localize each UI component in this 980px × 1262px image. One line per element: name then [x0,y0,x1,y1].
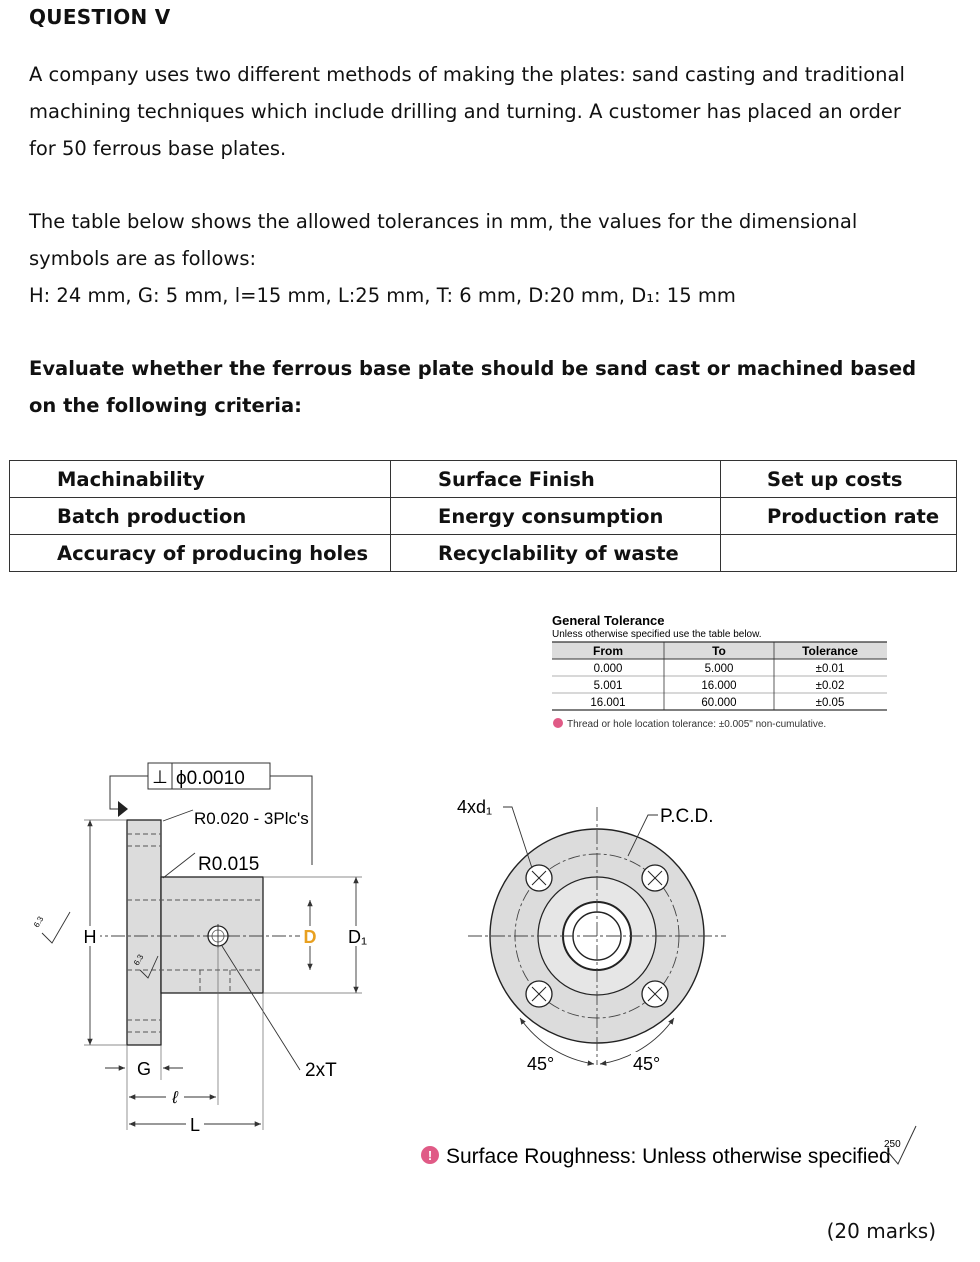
values-line: The table below shows the allowed tolerances in mm, the values for the dimensional [29,210,858,233]
criteria-cell: Set up costs [721,461,957,498]
angle-right: 45° [633,1054,661,1074]
side-view [32,763,372,1135]
perpendicular-symbol: ⊥ [152,767,168,787]
tolerance-cell: ±0.01 [815,663,845,675]
label-H: H [83,927,97,947]
tolerance-cell: 16.000 [701,680,737,692]
task-paragraph [29,350,949,424]
engineering-drawing [0,600,980,1200]
criteria-cell: Recyclability of waste [391,535,721,572]
criteria-cell: Accuracy of producing holes [10,535,391,572]
criteria-row [10,498,957,535]
angle-left: 45° [527,1054,555,1074]
tolerance-header: To [712,644,726,658]
values-line: H: 24 mm, G: 5 mm, l=15 mm, L:25 mm, T: 6 mm, D:20 mm, D₁: 15 mm [29,284,736,307]
intro-line: machining techniques which include drilling and turning. A customer has placed an order [29,100,901,123]
label-2xT: 2xT [305,1060,337,1081]
criteria-cell: Production rate [721,498,957,535]
tolerance-cell: 0.000 [593,663,623,675]
note-info-icon [553,718,563,728]
radius-label-1: R0.020 - 3Plc's [194,809,309,828]
intro-line: A company uses two different methods of making the plates: sand casting and traditional [29,63,905,86]
intro-paragraph [29,56,949,167]
task-line: on the following criteria: [29,394,302,417]
label-l: ℓ [172,1088,178,1107]
label-G: G [136,1059,152,1079]
criteria-cell: Energy consumption [391,498,721,535]
tolerance-header: From [593,644,623,658]
tolerance-cell: ±0.02 [815,680,845,692]
perpendicular-value: ϕ0.0010 [176,768,245,789]
label-D: D [303,927,317,947]
tolerance-table [552,613,887,730]
flange-body [127,820,161,1045]
surface-info-mark: ! [427,1148,433,1163]
label-holes: 4xd₁ [457,797,493,817]
radius-label-2: R0.015 [198,854,260,875]
tolerance-subtitle: Unless otherwise specified use the table below. [552,629,762,640]
intro-line: for 50 ferrous base plates. [29,137,287,160]
roughness-mark: 6.3 [31,914,46,929]
tolerance-header: Tolerance [802,644,858,658]
criteria-cell: Machinability [10,461,391,498]
roughness-value: 250 [884,1139,901,1150]
label-D1: D₁ [348,927,368,947]
marks: (20 marks) [826,1219,936,1243]
criteria-row [10,535,957,572]
tolerance-note: Thread or hole location tolerance: ±0.005" non-cumulative. [567,719,827,730]
label-L: L [189,1115,201,1135]
front-view [457,797,726,1074]
tolerance-cell: 5.000 [704,663,734,675]
criteria-cell [721,535,957,572]
surface-note [421,1126,916,1168]
tolerance-title: General Tolerance [552,613,665,628]
tolerance-cell: 5.001 [593,680,623,692]
task-line: Evaluate whether the ferrous base plate should be sand cast or machined based [29,357,917,380]
criteria-table [9,460,957,572]
values-line: symbols are as follows: [29,247,257,270]
tolerance-cell: 16.001 [590,697,626,709]
surface-note-text: Surface Roughness: Unless otherwise specified [446,1145,891,1168]
tolerance-cell: ±0.05 [815,697,845,709]
criteria-row [10,461,957,498]
tolerance-cell: 60.000 [701,697,737,709]
criteria-cell: Batch production [10,498,391,535]
criteria-cell: Surface Finish [391,461,721,498]
roughness-mark: 6.3 [131,952,146,967]
label-pcd: P.C.D. [660,806,714,827]
values-paragraph [29,203,949,314]
question-heading: QUESTION V [29,5,171,29]
